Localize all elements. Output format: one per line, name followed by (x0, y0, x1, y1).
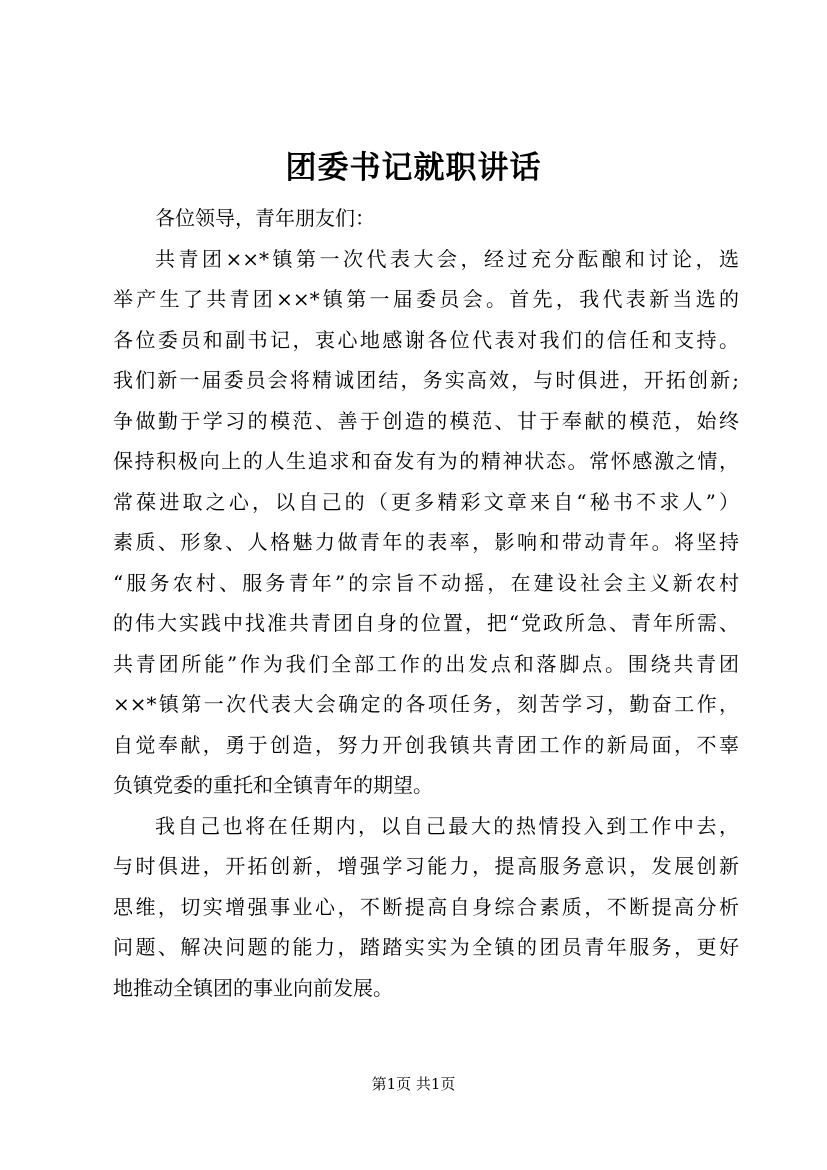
paragraph-2-line-4: 问题、解决问题的能力，踏踏实实为全镇的团员青年服务，更好 (113, 935, 739, 959)
page-number-footer: 第1页 共1页 (371, 1075, 456, 1093)
paragraph-2-line-5: 地推动全镇团的事业向前发展。 (113, 975, 393, 1000)
paragraph-1-line-8: 素质、形象、人格魅力做青年的表率，影响和带动青年。将坚持 (113, 530, 739, 554)
paragraph-2-line-3: 思维，切实增强事业心，不断提高自身综合素质，不断提高分析 (113, 894, 739, 919)
paragraph-1-line-1: 共青团××*镇第一次代表大会，经过充分酝酿和讨论，选 (155, 246, 739, 271)
paragraph-1-line-9: “服务农村、服务青年”的宗旨不动摇，在建设社会主义新农村 (113, 570, 739, 595)
paragraph-1-line-3: 各位委员和副书记，衷心地感谢各位代表对我们的信任和支持。 (113, 327, 739, 352)
paragraph-1-line-12: ××*镇第一次代表大会确定的各项任务，刻苦学习，勤奋工作， (113, 692, 739, 716)
document-body (113, 198, 739, 1008)
paragraph-1-line-2: 举产生了共青团××*镇第一届委员会。首先，我代表新当选的 (113, 287, 739, 311)
paragraph-1-line-5: 争做勤于学习的模范、善于创造的模范、甘于奉献的模范，始终 (113, 408, 739, 433)
paragraph-1-line-7: 常葆进取之心，以自己的（更多精彩文章来自“秘书不求人”） (113, 489, 739, 514)
paragraph-2-line-2: 与时俱进，开拓创新，增强学习能力，提高服务意识，发展创新 (113, 854, 739, 878)
paragraph-1-line-14: 负镇党委的重托和全镇青年的期望。 (113, 773, 433, 797)
paragraph-1-line-4: 我们新一届委员会将精诚团结，务实高效，与时俱进，开拓创新; (113, 368, 739, 392)
paragraph-1-line-13: 自觉奉献，勇于创造，努力开创我镇共青团工作的新局面，不辜 (113, 732, 739, 757)
paragraph-2-line-1: 我自己也将在任期内，以自己最大的热情投入到工作中去， (155, 813, 739, 838)
salutation-line: 各位领导，青年朋友们： (155, 206, 375, 230)
document-title: 团委书记就职讲话 (285, 150, 542, 186)
paragraph-1-line-6: 保持积极向上的人生追求和奋发有为的精神状态。常怀感激之情， (113, 449, 739, 473)
paragraph-1-line-11: 共青团所能”作为我们全部工作的出发点和落脚点。围绕共青团 (113, 651, 739, 676)
paragraph-1-line-10: 的伟大实践中找准共青团自身的位置，把“党政所急、青年所需、 (113, 611, 739, 635)
